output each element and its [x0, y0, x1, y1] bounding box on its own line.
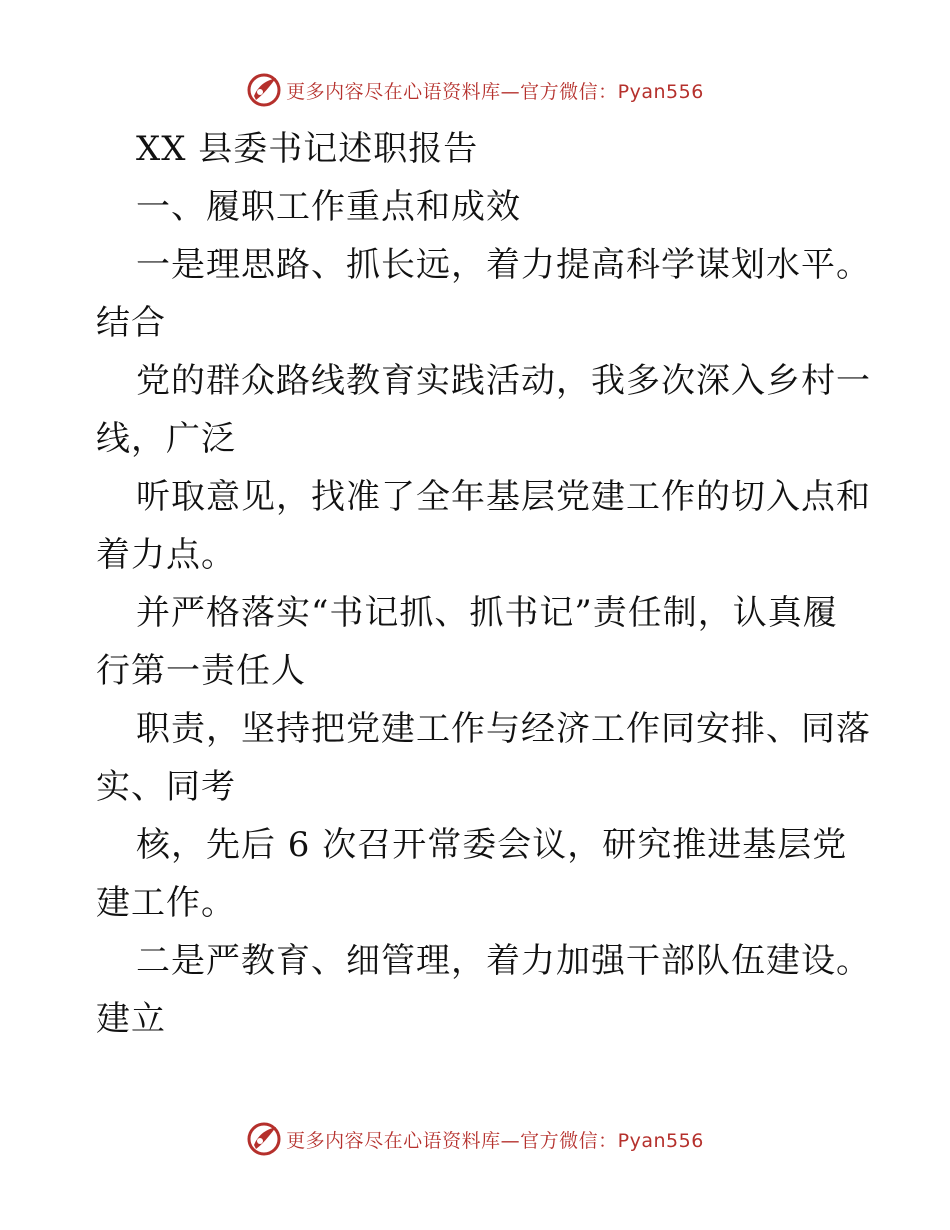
logo-icon: [246, 72, 282, 108]
footer-banner-text: 更多内容尽在心语资料库—官方微信：Pyan556: [286, 1129, 704, 1152]
paragraph-line: 二是严教育、细管理，着力加强干部队伍建设。: [136, 941, 871, 981]
paragraph-line: 行第一责任人: [96, 651, 306, 691]
paragraph-line: 线，广泛: [96, 419, 236, 459]
paragraph-line: 核，先后 6 次召开常委会议，研究推进基层党: [136, 825, 848, 865]
paragraph-line: 并严格落实“书记抓、抓书记”责任制，认真履: [136, 593, 838, 633]
header-banner: [0, 70, 950, 110]
logo-icon: [246, 1121, 282, 1157]
paragraph-line: 听取意见，找准了全年基层党建工作的切入点和: [136, 477, 871, 517]
header-banner-text: 更多内容尽在心语资料库—官方微信：Pyan556: [286, 80, 704, 103]
paragraph-line: 党的群众路线教育实践活动，我多次深入乡村一: [136, 361, 871, 401]
paragraph-line: 建工作。: [96, 883, 236, 923]
paragraph-line: 实、同考: [96, 767, 236, 807]
paragraph-line: 结合: [96, 303, 166, 343]
section-heading: 一、履职工作重点和成效: [136, 187, 521, 227]
paragraph-line: 一是理思路、抓长远，着力提高科学谋划水平。: [136, 245, 871, 285]
document-title: XX 县委书记述职报告: [136, 129, 479, 169]
footer-banner: [0, 1119, 950, 1159]
paragraph-line: 建立: [96, 999, 166, 1039]
paragraph-line: 职责，坚持把党建工作与经济工作同安排、同落: [136, 709, 871, 749]
paragraph-line: 着力点。: [96, 535, 236, 575]
document-body: [96, 120, 871, 1048]
